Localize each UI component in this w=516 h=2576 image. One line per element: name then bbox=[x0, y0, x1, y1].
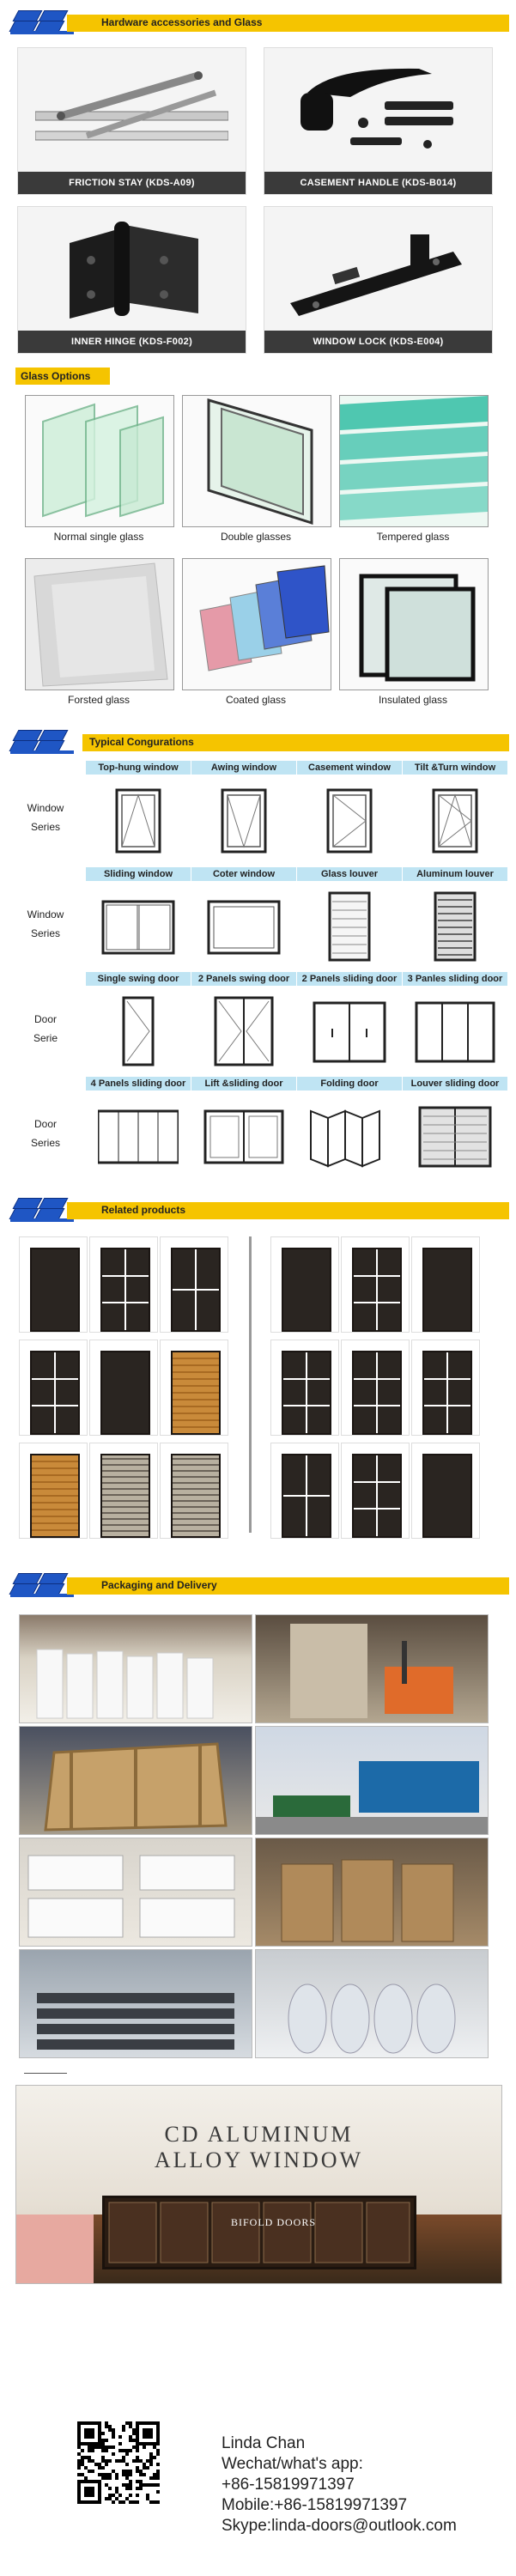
door-icon bbox=[100, 1454, 150, 1538]
glass-item-tempered bbox=[339, 395, 487, 543]
config-row-label: Door Serie bbox=[33, 1013, 58, 1044]
product-thumbnail[interactable] bbox=[19, 1443, 88, 1539]
product-thumbnail[interactable] bbox=[411, 1443, 480, 1539]
bifold-door-image bbox=[102, 2196, 416, 2269]
door-icon bbox=[422, 1248, 472, 1332]
glass-options-title: Glass Options bbox=[15, 368, 110, 385]
window-lock-icon bbox=[282, 217, 475, 322]
banner-sofa bbox=[16, 2215, 94, 2283]
door-icon bbox=[171, 1454, 221, 1538]
glass-item-double bbox=[182, 395, 330, 543]
glass-label: Double glasses bbox=[220, 531, 292, 543]
normal-glass-icon bbox=[25, 395, 174, 527]
hardware-card-inner-hinge bbox=[17, 206, 246, 354]
config-item: Sliding window bbox=[86, 867, 191, 970]
product-thumbnail[interactable] bbox=[19, 1236, 88, 1333]
product-thumbnail[interactable] bbox=[341, 1340, 410, 1436]
hardware-caption: FRICTION STAY (KDS-A09) bbox=[18, 172, 246, 194]
product-thumbnail[interactable] bbox=[411, 1236, 480, 1333]
config-row bbox=[7, 867, 509, 970]
company-logo bbox=[7, 728, 74, 757]
folding-door-icon bbox=[309, 1099, 390, 1173]
hardware-caption: INNER HINGE (KDS-F002) bbox=[18, 331, 246, 353]
hardware-caption: CASEMENT HANDLE (KDS-B014) bbox=[264, 172, 492, 194]
product-thumbnail[interactable] bbox=[341, 1236, 410, 1333]
section-header-hardware bbox=[7, 9, 509, 38]
door-icon bbox=[30, 1351, 80, 1435]
glass-item-normal bbox=[25, 395, 173, 543]
double-glass-icon bbox=[182, 395, 331, 527]
product-thumbnail[interactable] bbox=[160, 1340, 228, 1436]
top-hung-window-icon bbox=[98, 783, 179, 857]
door-icon bbox=[422, 1454, 472, 1538]
banner-title: CD ALUMINUM ALLOY WINDOW bbox=[154, 2122, 364, 2172]
product-thumbnail[interactable] bbox=[89, 1236, 158, 1333]
contact-mobile: Mobile:+86-15819971397 bbox=[222, 2496, 408, 2514]
section-title: Typical Congurations bbox=[89, 736, 194, 748]
product-thumbnail[interactable] bbox=[270, 1443, 339, 1539]
lift-sliding-door-icon bbox=[203, 1099, 284, 1173]
coated-glass-icon bbox=[182, 558, 331, 690]
glass-louver-icon bbox=[309, 890, 390, 963]
config-item: Awing window bbox=[191, 761, 296, 864]
packaging-photo bbox=[255, 1949, 489, 2058]
louver-sliding-door-icon bbox=[415, 1099, 495, 1173]
door-icon bbox=[171, 1351, 221, 1435]
glass-label: Insulated glass bbox=[378, 694, 448, 706]
product-banner bbox=[15, 2085, 502, 2284]
hardware-card-window-lock bbox=[264, 206, 493, 354]
config-item: Tilt &Turn window bbox=[403, 761, 507, 864]
two-panels-sliding-door-icon bbox=[309, 994, 390, 1068]
door-icon bbox=[352, 1351, 402, 1435]
door-icon bbox=[352, 1454, 402, 1538]
door-icon bbox=[100, 1248, 150, 1332]
hardware-card-casement-handle bbox=[264, 47, 493, 195]
casement-handle-icon bbox=[282, 58, 475, 163]
config-item: 3 Panles sliding door bbox=[403, 972, 507, 1075]
config-item: Glass louver bbox=[297, 867, 402, 970]
config-item: Louver sliding door bbox=[403, 1077, 507, 1180]
contact-info bbox=[222, 2433, 457, 2537]
qr-code-icon bbox=[77, 2421, 160, 2504]
single-swing-door-icon bbox=[98, 994, 179, 1068]
config-row bbox=[7, 1077, 509, 1180]
glass-item-coated bbox=[182, 558, 330, 706]
config-item: Lift &sliding door bbox=[191, 1077, 296, 1180]
four-panels-sliding-door-icon bbox=[98, 1099, 179, 1173]
packaging-photo bbox=[19, 1949, 252, 2058]
product-thumbnail[interactable] bbox=[89, 1340, 158, 1436]
friction-stay-icon bbox=[35, 58, 228, 163]
insulated-glass-icon bbox=[339, 558, 489, 690]
product-thumbnail[interactable] bbox=[411, 1340, 480, 1436]
contact-phone: +86-15819971397 bbox=[222, 2476, 355, 2494]
glass-label: Tempered glass bbox=[376, 531, 450, 543]
section-title: Related products bbox=[101, 1204, 186, 1216]
coter-window-icon bbox=[203, 890, 284, 963]
contact-skype[interactable]: Skype:linda-doors@outlook.com bbox=[222, 2517, 457, 2535]
config-item: Single swing door bbox=[86, 972, 191, 1075]
config-row bbox=[7, 972, 509, 1075]
hardware-card-friction-stay bbox=[17, 47, 246, 195]
packaging-photo bbox=[19, 1614, 252, 1723]
door-icon bbox=[100, 1351, 150, 1435]
glass-label: Normal single glass bbox=[53, 531, 144, 543]
section-header-typical bbox=[7, 728, 509, 757]
three-panels-sliding-door-icon bbox=[415, 994, 495, 1068]
config-row-label: Door Series bbox=[30, 1118, 60, 1149]
config-item: Coter window bbox=[191, 867, 296, 970]
product-thumbnail[interactable] bbox=[19, 1340, 88, 1436]
config-item: Casement window bbox=[297, 761, 402, 864]
divider bbox=[24, 2073, 67, 2074]
door-icon bbox=[282, 1351, 331, 1435]
section-header-packaging bbox=[7, 1571, 509, 1601]
contact-name: Linda Chan bbox=[222, 2434, 306, 2452]
section-title: Packaging and Delivery bbox=[101, 1579, 217, 1591]
section-title: Hardware accessories and Glass bbox=[101, 16, 263, 28]
aluminum-louver-icon bbox=[415, 890, 495, 963]
door-icon bbox=[30, 1248, 80, 1332]
glass-item-insulated bbox=[339, 558, 487, 706]
config-row-label: Window Series bbox=[27, 908, 64, 939]
awning-window-icon bbox=[203, 783, 284, 857]
glass-label: Forsted glass bbox=[67, 694, 131, 706]
casement-window-icon bbox=[309, 783, 390, 857]
tilt-turn-window-icon bbox=[415, 783, 495, 857]
door-icon bbox=[282, 1454, 331, 1538]
packaging-photo bbox=[19, 1838, 252, 1947]
frosted-glass-icon bbox=[25, 558, 174, 690]
packaging-photo bbox=[255, 1726, 489, 1835]
door-icon bbox=[422, 1351, 472, 1435]
product-thumbnail[interactable] bbox=[89, 1443, 158, 1539]
hardware-caption: WINDOW LOCK (KDS-E004) bbox=[264, 331, 492, 353]
config-item: Aluminum louver bbox=[403, 867, 507, 970]
config-item: 2 Panels swing door bbox=[191, 972, 296, 1075]
door-icon bbox=[30, 1454, 80, 1538]
glass-label: Coated glass bbox=[225, 694, 287, 706]
config-row-label: Window Series bbox=[27, 802, 64, 833]
config-item: 2 Panels sliding door bbox=[297, 972, 402, 1075]
config-item: 4 Panels sliding door bbox=[86, 1077, 191, 1180]
config-row bbox=[7, 761, 509, 864]
section-header-related bbox=[7, 1196, 509, 1225]
product-thumbnail[interactable] bbox=[341, 1443, 410, 1539]
company-logo bbox=[7, 9, 74, 38]
product-thumbnail[interactable] bbox=[160, 1236, 228, 1333]
tempered-glass-icon bbox=[339, 395, 489, 527]
config-item: Folding door bbox=[297, 1077, 402, 1180]
config-item: Top-hung window bbox=[86, 761, 191, 864]
door-icon bbox=[282, 1248, 331, 1332]
product-thumbnail[interactable] bbox=[270, 1340, 339, 1436]
packaging-photo bbox=[19, 1726, 252, 1835]
product-thumbnail[interactable] bbox=[160, 1443, 228, 1539]
packaging-photo bbox=[255, 1838, 489, 1947]
door-icon bbox=[171, 1248, 221, 1332]
divider bbox=[249, 1236, 252, 1533]
company-logo bbox=[7, 1571, 74, 1601]
banner-subtitle: BIFOLD DOORS bbox=[231, 2216, 317, 2228]
door-icon bbox=[352, 1248, 402, 1332]
glass-item-frosted bbox=[25, 558, 173, 706]
packaging-photo bbox=[255, 1614, 489, 1723]
sliding-window-icon bbox=[98, 890, 179, 963]
inner-hinge-icon bbox=[35, 217, 228, 322]
contact-wechat: Wechat/what's app: bbox=[222, 2455, 363, 2473]
company-logo bbox=[7, 1196, 74, 1225]
product-thumbnail[interactable] bbox=[270, 1236, 339, 1333]
two-panels-swing-door-icon bbox=[203, 994, 284, 1068]
